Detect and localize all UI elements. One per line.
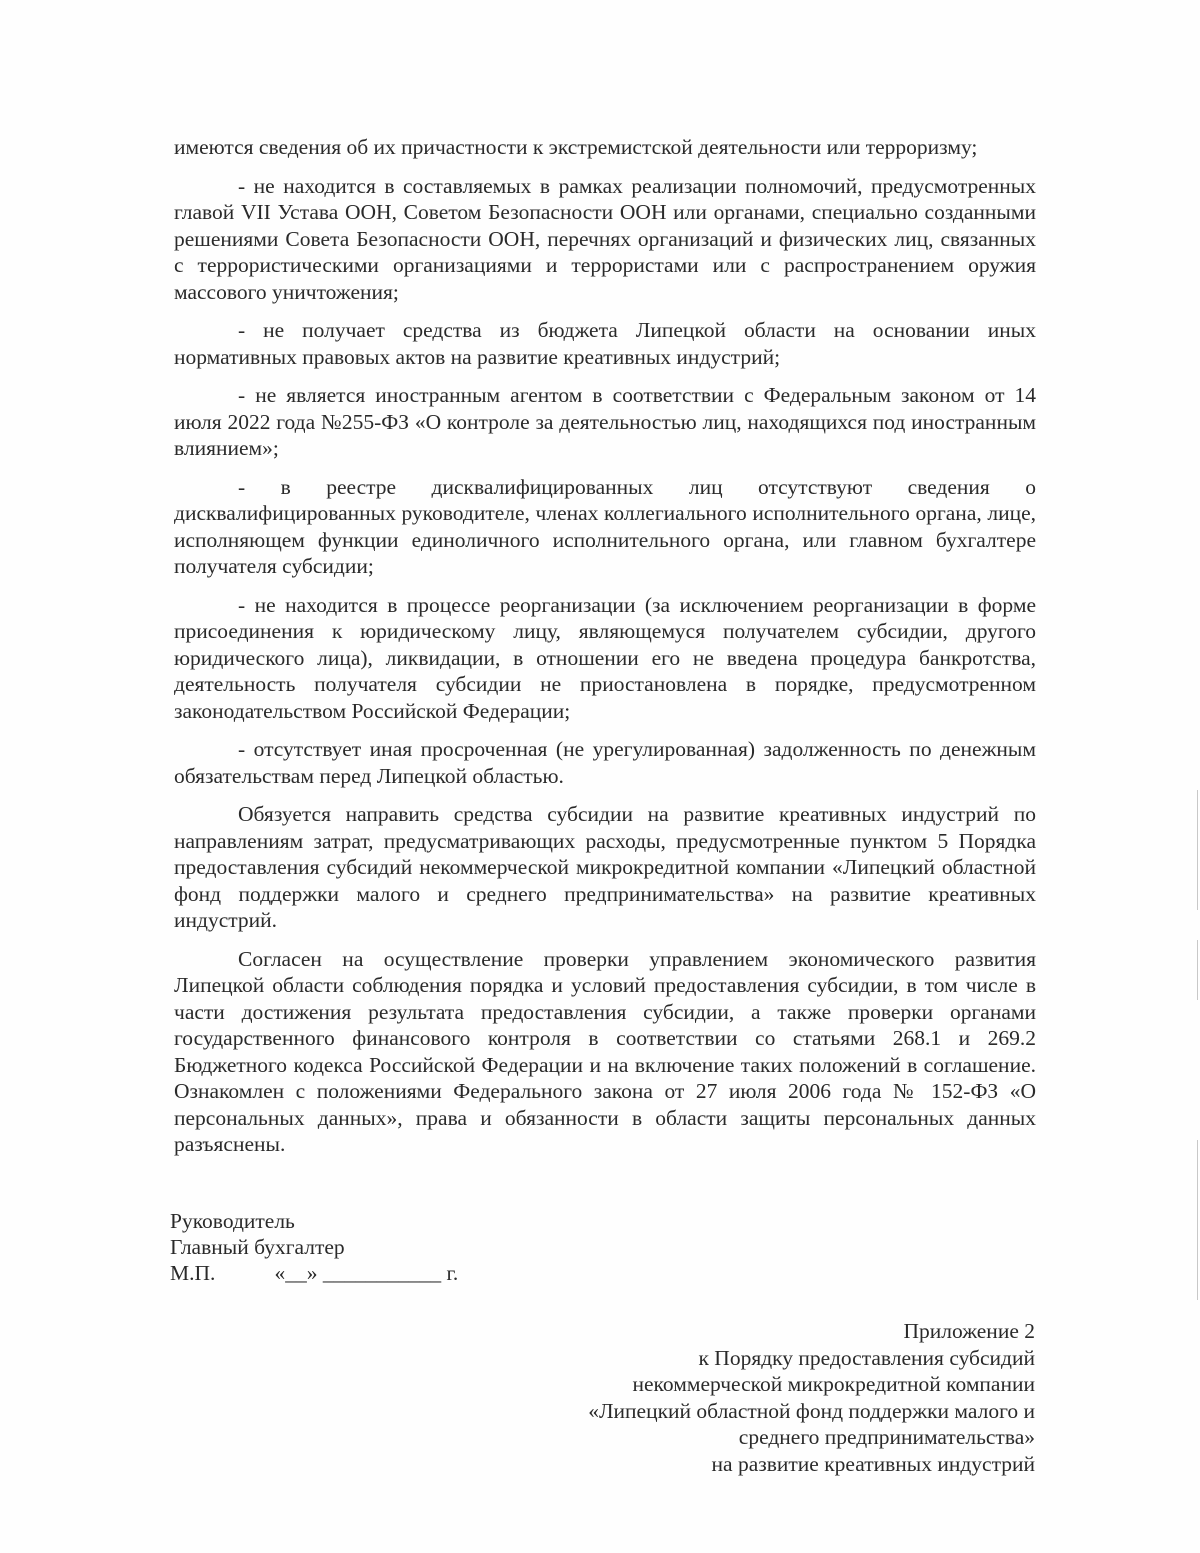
paragraph-extremism: имеются сведения об их причастности к экстремистской деятельности или терроризму; xyxy=(174,135,978,159)
paragraph-disqualified-persons: - в реестре дисквалифицированных лиц отсутствуют сведения о дисквалифицированных руководителе, членах коллегиального исполнительного органа, лице, исполняющем функции единоличного исполнительного органа, или главном бухгалтере получателя субсидии; xyxy=(174,474,1036,578)
scan-edge-mark xyxy=(1197,790,1198,910)
appendix-line: на развитие креативных индустрий xyxy=(711,1451,1035,1476)
appendix-line: «Липецкий областной фонд поддержки малого и xyxy=(588,1398,1035,1423)
signature-accountant-label: Главный бухгалтер xyxy=(170,1235,345,1259)
appendix-line: некоммерческой микрокредитной компании xyxy=(632,1372,1035,1396)
signature-block xyxy=(170,1208,670,1286)
appendix-line: Приложение 2 xyxy=(903,1319,1035,1343)
paragraph-foreign-agent: - не является иностранным агентом в соответствии с Федеральным законом от 14 июля 2022 года №255-ФЗ «О контроле за деятельностью лиц, находящихся под иностранным влиянием»; xyxy=(174,383,1036,460)
paragraph-consent: Согласен на осуществление проверки управлением экономического развития Липецкой области соблюдения порядка и условий предоставления субсидии, в том числе в части достижения результата предоставления субсидии, а также проверки органами государственного финансового контроля в соответствии со статьями 268.1 и 269.2 Бюджетного кодекса Российской Федерации и на включение таких положений в соглашение. Ознакомлен с положениями Федерального закона от 27 июля 2006 года № 152-ФЗ «О персональных данных», права и обязанности в области защиты персональных данных разъяснены. xyxy=(174,946,1036,1156)
paragraph-reorganization: - не находится в процессе реорганизации (за исключением реорганизации в форме присоединения к юридическому лицу, являющемуся получателем субсидии, другого юридического лица), ликвидации, в отношении его не введена процедура банкротства, деятельность получателя субсидии не приостановлена в порядке, предусмотренном законодательством Российской Федерации; xyxy=(174,592,1036,723)
scan-edge-mark xyxy=(1197,940,1198,1000)
signature-head-label: Руководитель xyxy=(170,1209,295,1233)
scan-edge-mark xyxy=(1197,1140,1198,1300)
appendix-line: среднего предпринимательства» xyxy=(738,1425,1035,1449)
paragraph-no-budget-funds: - не получает средства из бюджета Липецкой области на основании иных нормативных правовых актов на развитие креативных индустрий; xyxy=(174,318,1036,369)
stamp-date-line: М.П. «__» ___________ г. xyxy=(170,1261,459,1285)
appendix-header xyxy=(515,1318,1035,1477)
paragraph-un-lists: - не находится в составляемых в рамках реализации полномочий, предусмотренных главой VII Устава ООН, Советом Безопасности ООН или органами, специально созданными решениями Совета Безопасности ООН, перечнях организаций и физических лиц, связанных с террористическими организациями и террористами или с распространением оружия массового уничтожения; xyxy=(174,173,1036,304)
document-body xyxy=(174,134,1036,1170)
appendix-line: к Порядку предоставления субсидий xyxy=(698,1345,1035,1370)
paragraph-obligation: Обязуется направить средства субсидии на развитие креативных индустрий по направлениям затрат, предусматривающих расходы, предусмотренные пунктом 5 Порядка предоставления субсидий некоммерческой микрокредитной компании «Липецкий областной фонд поддержки малого и среднего предпринимательства» на развитие креативных индустрий. xyxy=(174,802,1036,932)
paragraph-no-debt: - отсутствует иная просроченная (не урегулированная) задолженность по денежным обязательствам перед Липецкой областью. xyxy=(174,737,1036,788)
